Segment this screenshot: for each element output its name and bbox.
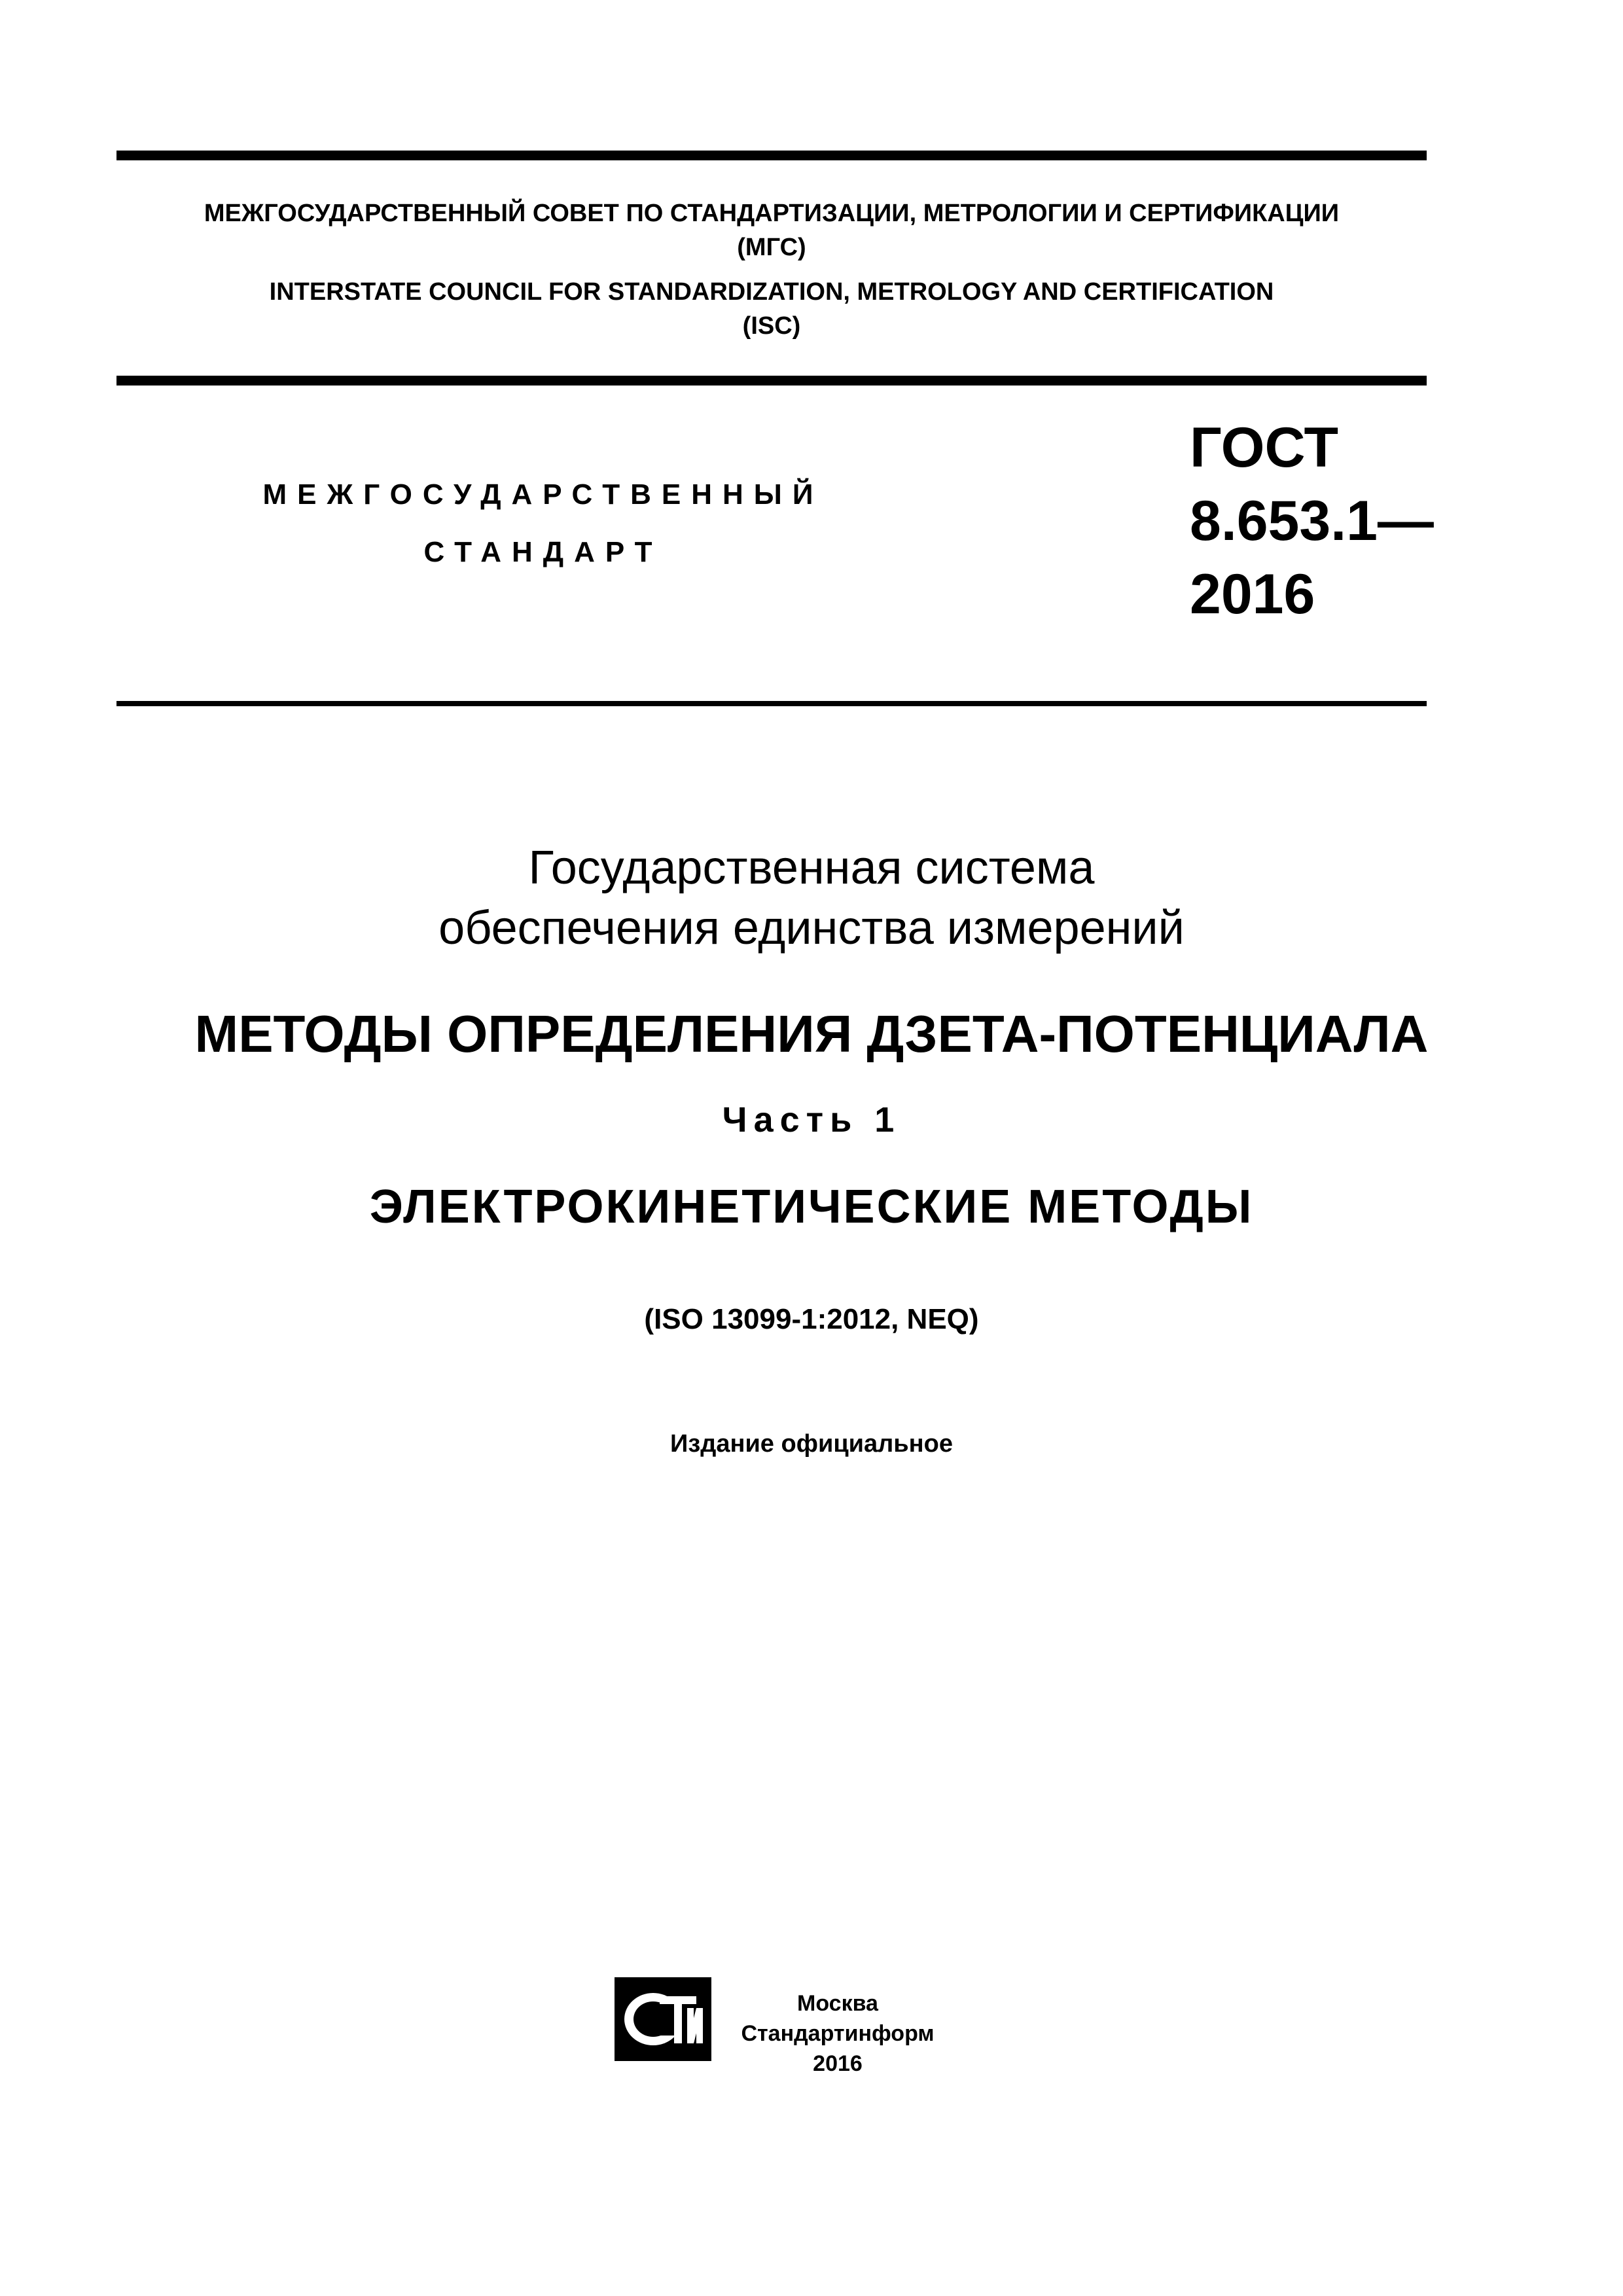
iso-reference: (ISO 13099-1:2012, NEQ) [644, 1303, 979, 1335]
middle-divider [116, 376, 1427, 386]
part-number: Часть 1 [722, 1100, 901, 1139]
gost-code-number: 8.653.1— [1190, 490, 1434, 552]
edition-note: Издание официальное [670, 1430, 953, 1458]
council-name-english [116, 275, 1427, 343]
gost-code-prefix: ГОСТ [1190, 416, 1339, 479]
document-subtitle [0, 838, 1623, 958]
gost-designation [1190, 411, 1434, 631]
gost-code-year: 2016 [1190, 563, 1315, 626]
council-name-english-line: INTERSTATE COUNCIL FOR STANDARDIZATION, METROLOGY AND CERTIFICATION [269, 278, 1274, 306]
standard-type-label [216, 466, 870, 581]
part-title: ЭЛЕКТРОКИНЕТИЧЕСКИЕ МЕТОДЫ [369, 1181, 1254, 1233]
standard-type-line-2: СТАНДАРТ [423, 536, 663, 568]
lower-divider [116, 701, 1427, 706]
subtitle-line-2: обеспечения единства измерений [438, 902, 1185, 954]
council-abbreviation-english: (ISC) [742, 312, 801, 340]
subtitle-line-1: Государственная система [528, 842, 1095, 894]
council-abbreviation-russian: (МГС) [737, 234, 806, 261]
council-name-russian-line: МЕЖГОСУДАРСТВЕННЫЙ СОВЕТ ПО СТАНДАРТИЗАЦИИ, МЕТРОЛОГИИ И СЕРТИФИКАЦИИ [204, 200, 1340, 227]
publisher-info [720, 1988, 955, 2079]
publisher-city: Москва [797, 1991, 878, 2016]
top-divider [116, 151, 1427, 160]
standartinform-logo-icon [614, 1977, 712, 2062]
council-name-russian [116, 196, 1427, 264]
standard-type-line-1: МЕЖГОСУДАРСТВЕННЫЙ [262, 478, 824, 511]
publisher-name: Стандартинформ [741, 2021, 935, 2046]
publication-year: 2016 [813, 2051, 863, 2076]
document-title: МЕТОДЫ ОПРЕДЕЛЕНИЯ ДЗЕТА-ПОТЕНЦИАЛА [194, 1005, 1429, 1063]
